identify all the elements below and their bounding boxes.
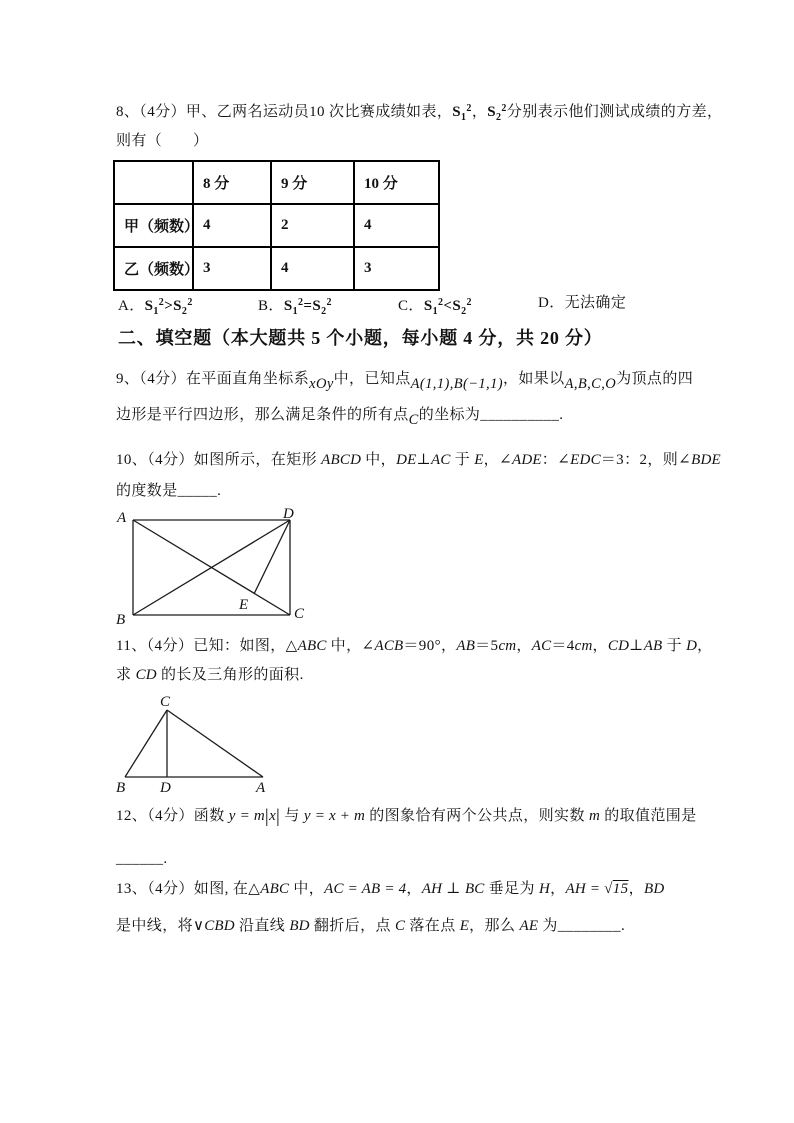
text-run: 2 (466, 297, 472, 308)
question-10-line-2 (116, 481, 221, 501)
text-run: 垂足为 (484, 881, 540, 897)
text-run: ＝5 (475, 638, 499, 654)
text-run: ＝4 (551, 638, 575, 654)
text-run: A(1,1),B(−1,1) (410, 376, 503, 392)
text-run: S (173, 298, 182, 314)
text-run: ，∠ (483, 452, 513, 468)
question-12-line-2 (116, 849, 168, 869)
text-run: 于 (450, 452, 475, 468)
text-run: xOy (309, 376, 334, 392)
text-run: 于 (662, 638, 687, 654)
table-header-10: 10 分 (354, 161, 439, 204)
text-run: 的图象恰有两个公共点，则实数 (365, 808, 589, 824)
question-11-line-2 (116, 665, 304, 685)
text-run: 落在点 (405, 918, 460, 934)
point-label-d: D (160, 780, 171, 796)
cell-yi-8: 3 (193, 247, 271, 290)
text-run: BC (464, 881, 485, 897)
text-run: 2 (495, 112, 502, 123)
text-run: 2 (501, 103, 507, 114)
cell-jia-10: 4 (354, 204, 439, 247)
text-run: 13、（4分）如图, 在△ (116, 881, 261, 897)
text-run: ， (516, 638, 532, 654)
text-run: AB (643, 638, 663, 654)
option-a (118, 293, 193, 322)
table-header-9: 9 分 (271, 161, 354, 204)
text-run: ＝90°， (403, 638, 457, 654)
text-run: ⊥ (629, 638, 644, 654)
text-run: 中，∠ (326, 638, 375, 654)
text-run: ABCD (321, 452, 362, 468)
text-run: ， (628, 881, 644, 897)
score-table (113, 160, 440, 291)
cell-jia-8: 4 (193, 204, 271, 247)
text-run: ∨CBD (193, 918, 235, 934)
text-run: S (283, 298, 293, 314)
table-row-yi (114, 247, 439, 290)
text-run: 是中线，将 (116, 918, 194, 934)
text-run: ：∠ (541, 452, 571, 468)
text-run: AB (456, 638, 476, 654)
text-run: ACB (374, 638, 404, 654)
text-run: cm (498, 638, 517, 654)
text-run: 15 (612, 881, 629, 897)
section-2-heading: 二、填空题（本大题共 5 个小题，每小题 4 分，共 20 分） (118, 328, 603, 348)
question-12-line-1 (116, 806, 697, 827)
text-run: x (269, 808, 276, 824)
text-run: 1 (292, 306, 298, 317)
text-run: ， (471, 104, 488, 120)
text-run: AC = AB = 4 (324, 881, 407, 897)
triangle-side-bc (125, 710, 167, 777)
text-run: 10、（4分）如图所示，在矩形 (116, 452, 322, 468)
text-run: 与 (280, 808, 304, 824)
text-run: S (487, 104, 496, 120)
table-header-empty (114, 161, 193, 204)
row-label-jia: 甲（频数） (114, 204, 193, 247)
table-header-row (114, 161, 439, 204)
question-10-line-1 (116, 450, 721, 470)
text-run: 翻折后，点 (309, 918, 396, 934)
text-run: C (408, 412, 419, 428)
question-8-line-1 (116, 99, 722, 128)
text-run: D．无法确定 (538, 295, 627, 311)
question-13-line-1 (116, 879, 664, 899)
text-run: BD (289, 918, 310, 934)
text-run: 的度数是_____. (116, 483, 222, 499)
text-run: E (459, 918, 470, 934)
triangle-figure (110, 692, 310, 796)
text-run: D (686, 638, 698, 654)
text-run: ＝3：2，则∠ (600, 452, 692, 468)
text-run: = (303, 298, 313, 314)
triangle-side-ca (167, 710, 263, 777)
cell-yi-10: 3 (354, 247, 439, 290)
text-run: m (589, 808, 601, 824)
text-run: 的坐标为__________. (418, 407, 564, 423)
text-run: 2 (297, 297, 304, 308)
text-run: AH = (565, 881, 605, 897)
text-run: < (443, 298, 453, 314)
text-run: DE (396, 452, 417, 468)
text-run: 则有（ ） (116, 133, 209, 149)
text-run: ______. (116, 851, 168, 867)
text-run: 的长及三角形的面积. (156, 667, 304, 683)
text-run: AE (519, 918, 539, 934)
text-run: ⊥ (416, 452, 431, 468)
rectangle-figure (113, 503, 323, 631)
text-run: cm (574, 638, 593, 654)
text-run: ， (592, 638, 608, 654)
question-8-line-2 (116, 131, 208, 151)
vertex-label-b: B (116, 780, 126, 796)
text-run: H (539, 881, 551, 897)
text-run: A． (118, 298, 145, 314)
text-run: A,B,C,O (564, 376, 617, 392)
text-run: CD (135, 667, 157, 683)
text-run: EDC (570, 452, 601, 468)
text-run: ⊥ (442, 881, 465, 897)
text-run: CD (607, 638, 630, 654)
cell-jia-9: 2 (271, 204, 354, 247)
text-run: AC (531, 638, 552, 654)
text-run: 为顶点的四 (616, 371, 694, 387)
text-run: B． (258, 298, 284, 314)
vertex-label-c: C (294, 606, 305, 622)
text-run: 2 (158, 297, 165, 308)
text-run: 2 (437, 297, 444, 308)
vertex-label-a: A (117, 510, 127, 526)
text-run: ABC (260, 881, 290, 897)
text-run: 中， (361, 452, 397, 468)
text-run: ， (406, 881, 422, 897)
text-run: ADE (512, 452, 542, 468)
text-run: 中，已知点 (333, 371, 411, 387)
text-run: 9、（4分）在平面直角坐标系 (116, 371, 310, 387)
text-run: 的取值范围是 (600, 808, 697, 824)
table-row-jia (114, 204, 439, 247)
vertex-label-b: B (116, 612, 126, 628)
question-11-line-1 (116, 636, 713, 656)
text-run: 边形是平行四边形，那么满足条件的所有点 (116, 407, 409, 423)
text-run: ，那么 (469, 918, 520, 934)
option-d (538, 293, 626, 313)
text-run: BDE (691, 452, 721, 468)
option-c (398, 293, 472, 322)
point-label-e: E (239, 597, 249, 613)
cell-yi-9: 4 (271, 247, 354, 290)
text-run: ABC (297, 638, 327, 654)
text-run: y = x + m (303, 808, 366, 824)
text-run: E (474, 452, 484, 468)
text-run: 2 (321, 306, 327, 317)
text-run: 8、（4分）甲、乙两名运动员10 次比赛成绩如表， (116, 104, 453, 120)
table-header-8: 8 分 (193, 161, 271, 204)
text-run: BD (643, 881, 665, 897)
vertex-label-a: A (256, 780, 266, 796)
question-9-line-1 (116, 369, 694, 392)
text-run: S (144, 298, 154, 314)
vertex-label-d: D (283, 506, 294, 522)
text-run: y = m (228, 808, 265, 824)
text-run: C． (398, 298, 424, 314)
text-run: | (275, 806, 281, 827)
text-run: 2 (326, 297, 332, 308)
text-run: 1 (153, 306, 159, 317)
vertex-label-c: C (160, 694, 171, 710)
text-run: ， (550, 881, 566, 897)
text-run: S (452, 298, 462, 314)
text-run: 1 (461, 112, 467, 123)
text-run: √ (604, 881, 613, 897)
text-run: 2 (466, 103, 472, 114)
row-label-yi: 乙（频数） (114, 247, 193, 290)
text-run: 2 (181, 306, 188, 317)
text-run: 为________. (538, 918, 626, 934)
text-run: 沿直线 (234, 918, 290, 934)
text-run: 2 (187, 297, 193, 308)
text-run: | (264, 806, 270, 827)
text-run: 2 (461, 306, 467, 317)
text-run: ， (697, 638, 713, 654)
text-run: S (312, 298, 322, 314)
text-run: ，如果以 (502, 371, 565, 387)
text-run: S (452, 104, 462, 120)
text-run: 11、（4分）已知：如图，△ (116, 638, 298, 654)
question-13-line-2 (116, 916, 625, 936)
text-run: C (395, 918, 406, 934)
text-run: AH (421, 881, 443, 897)
text-run: > (164, 298, 174, 314)
text-run: 中， (289, 881, 325, 897)
option-b (258, 293, 332, 322)
text-run: AC (431, 452, 451, 468)
text-run: 12、（4分）函数 (116, 808, 229, 824)
text-run: 求 (116, 667, 136, 683)
question-9-line-2 (116, 405, 564, 428)
text-run: 分别表示他们测试成绩的方差， (506, 104, 723, 120)
text-run: 1 (432, 306, 438, 317)
text-run: S (423, 298, 433, 314)
